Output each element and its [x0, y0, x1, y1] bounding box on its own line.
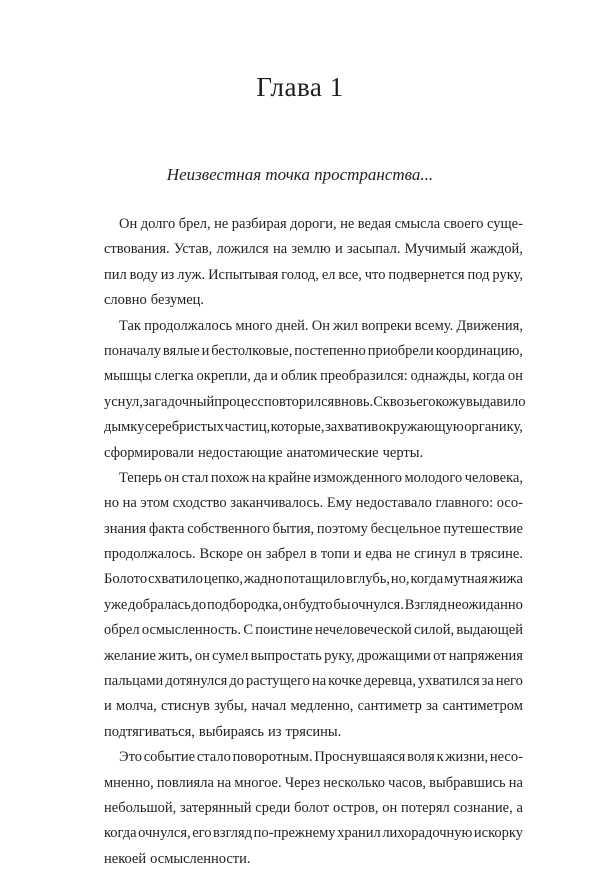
text-line: уснул, загадочный процесс повторился вновь. Сквозь его кожу выдавило [104, 393, 526, 410]
chapter-subtitle: Неизвестная точка пространства... [166, 165, 434, 184]
text-line: Так продолжалось много дней. Он жил вопреки всему. Движения, [119, 317, 523, 334]
text-line: желание жить, он сумел выпростать руку, дрожащими от напряжения [104, 647, 523, 664]
text-line: пил воду из луж. Испытывая голод, ел все, что подвернется под руку, [104, 266, 523, 283]
text-line: когда очнулся, его взгляд по-прежнему хранил лихорадочную искорку [104, 825, 523, 842]
text-line: знания факта собственного бытия, поэтому бесцельное путешествие [104, 520, 523, 537]
text-line: сформировали недостающие анатомические черты. [104, 444, 424, 461]
text-line: и молча, стиснув зубы, начал медленно, сантиметр за сантиметром [104, 698, 523, 715]
text-line: ствования. Устав, ложился на землю и засыпал. Мучимый жаждой, [104, 241, 523, 258]
text-line: небольшой, затерянный среди болот остров, он потерял сознание, а [104, 799, 523, 816]
text-line: но на этом сходство заканчивалось. Ему недоставало главного: осо- [104, 495, 523, 512]
text-line: уже добралась до подбородка, он будто бы очнулся. Взгляд неожиданно [104, 596, 523, 613]
text-line: подтягиваться, выбираясь из трясины. [104, 723, 342, 740]
text-line: продолжалось. Вскоре он забрел в топи и едва не сгинул в трясине. [104, 546, 523, 563]
text-line: Теперь он стал похож на крайне изможденного молодого человека, [119, 469, 523, 486]
text-line: мненно, повлияла на многое. Через несколько часов, выбравшись на [104, 774, 523, 791]
body-text [104, 212, 526, 872]
chapter-title: Глава 1 [256, 72, 344, 102]
text-line: словно безумец. [104, 292, 205, 309]
text-line: Он долго брел, не разбирая дороги, не ведая смысла своего суще- [119, 216, 523, 232]
text-line: пальцами дотянулся до растущего на кочке деревца, ухватился за него [104, 673, 523, 690]
text-line: некоей осмысленности. [104, 850, 251, 867]
text-line: мышцы слегка окрепли, да и облик преобразился: однажды, когда он [104, 368, 523, 385]
text-line: обрел осмысленность. С поистине нечеловеческой силой, выдающей [104, 622, 523, 639]
text-line: дымку серебристых частиц, которые, захватив окружающую органику, [104, 419, 523, 436]
text-line: Болото схватило цепко, жадно потащило вглубь, но, когда мутная жижа [104, 571, 523, 588]
text-line: Это событие стало поворотным. Проснувшаяся воля к жизни, несо- [119, 749, 523, 766]
text-line: поначалу вялые и бестолковые, постепенно приобрели координацию, [104, 342, 523, 359]
